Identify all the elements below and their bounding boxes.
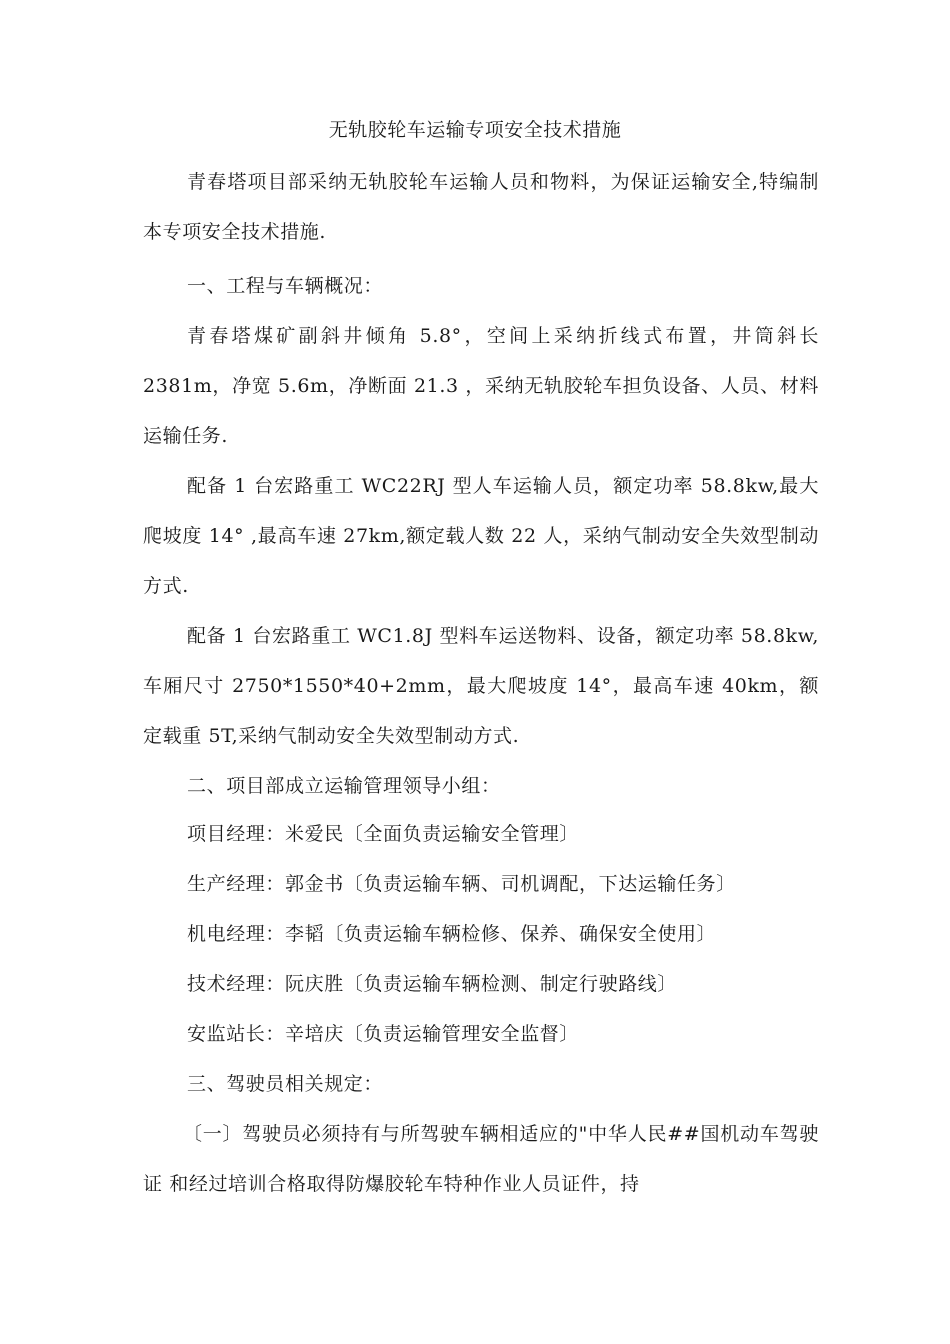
intro-paragraph: 青春塔项目部采纳无轨胶轮车运输人员和物料，为保证运输安全,特编制本专项安全技术措施. <box>143 171 819 243</box>
section-1-heading: 一、工程与车辆概况： <box>187 275 384 297</box>
member-item: 机电经理：李韬〔负责运输车辆检修、保养、确保安全使用〕 <box>187 923 717 945</box>
section-2-heading: 二、项目部成立运输管理领导小组： <box>187 775 501 797</box>
member-item: 项目经理：米爱民〔全面负责运输安全管理〕 <box>187 823 580 845</box>
member-item: 生产经理：郭金书〔负责运输车辆、司机调配，下达运输任务〕 <box>187 873 736 895</box>
member-item: 安监站长：辛培庆〔负责运输管理安全监督〕 <box>187 1023 580 1045</box>
section-1-paragraph-passenger-vehicle: 配备 1 台宏路重工 WC22RJ 型人车运输人员，额定功率 58.8kw,最大爬坡度 14° ,最高车速 27km,额定载人数 22 人，采纳气制动安全失效型制动方式. <box>143 475 819 597</box>
document-title: 无轨胶轮车运输专项安全技术措施 <box>328 119 622 141</box>
section-3-paragraph-1: 〔一〕驾驶员必须持有与所驾驶车辆相适应的"中华人民##国机动车驾驶证 和经过培训合格取得防爆胶轮车特种作业人员证件，持 <box>143 1123 819 1195</box>
section-3-heading: 三、驾驶员相关规定： <box>187 1073 384 1095</box>
section-1-paragraph-cargo-vehicle: 配备 1 台宏路重工 WC1.8J 型料车运送物料、设备，额定功率 58.8kw,车厢尺寸 2750*1550*40+2mm，最大爬坡度 14°，最高车速 40km，额定载重 5T,采纳气制动安全失效型制动方式. <box>143 625 819 747</box>
member-item: 技术经理：阮庆胜〔负责运输车辆检测、制定行驶路线〕 <box>187 973 678 995</box>
section-1-paragraph-overview: 青春塔煤矿副斜井倾角 5.8°，空间上采纳折线式布置，井筒斜长 2381m，净宽 5.6m，净断面 21.3 ，采纳无轨胶轮车担负设备、人员、材料运输任务. <box>143 325 819 447</box>
